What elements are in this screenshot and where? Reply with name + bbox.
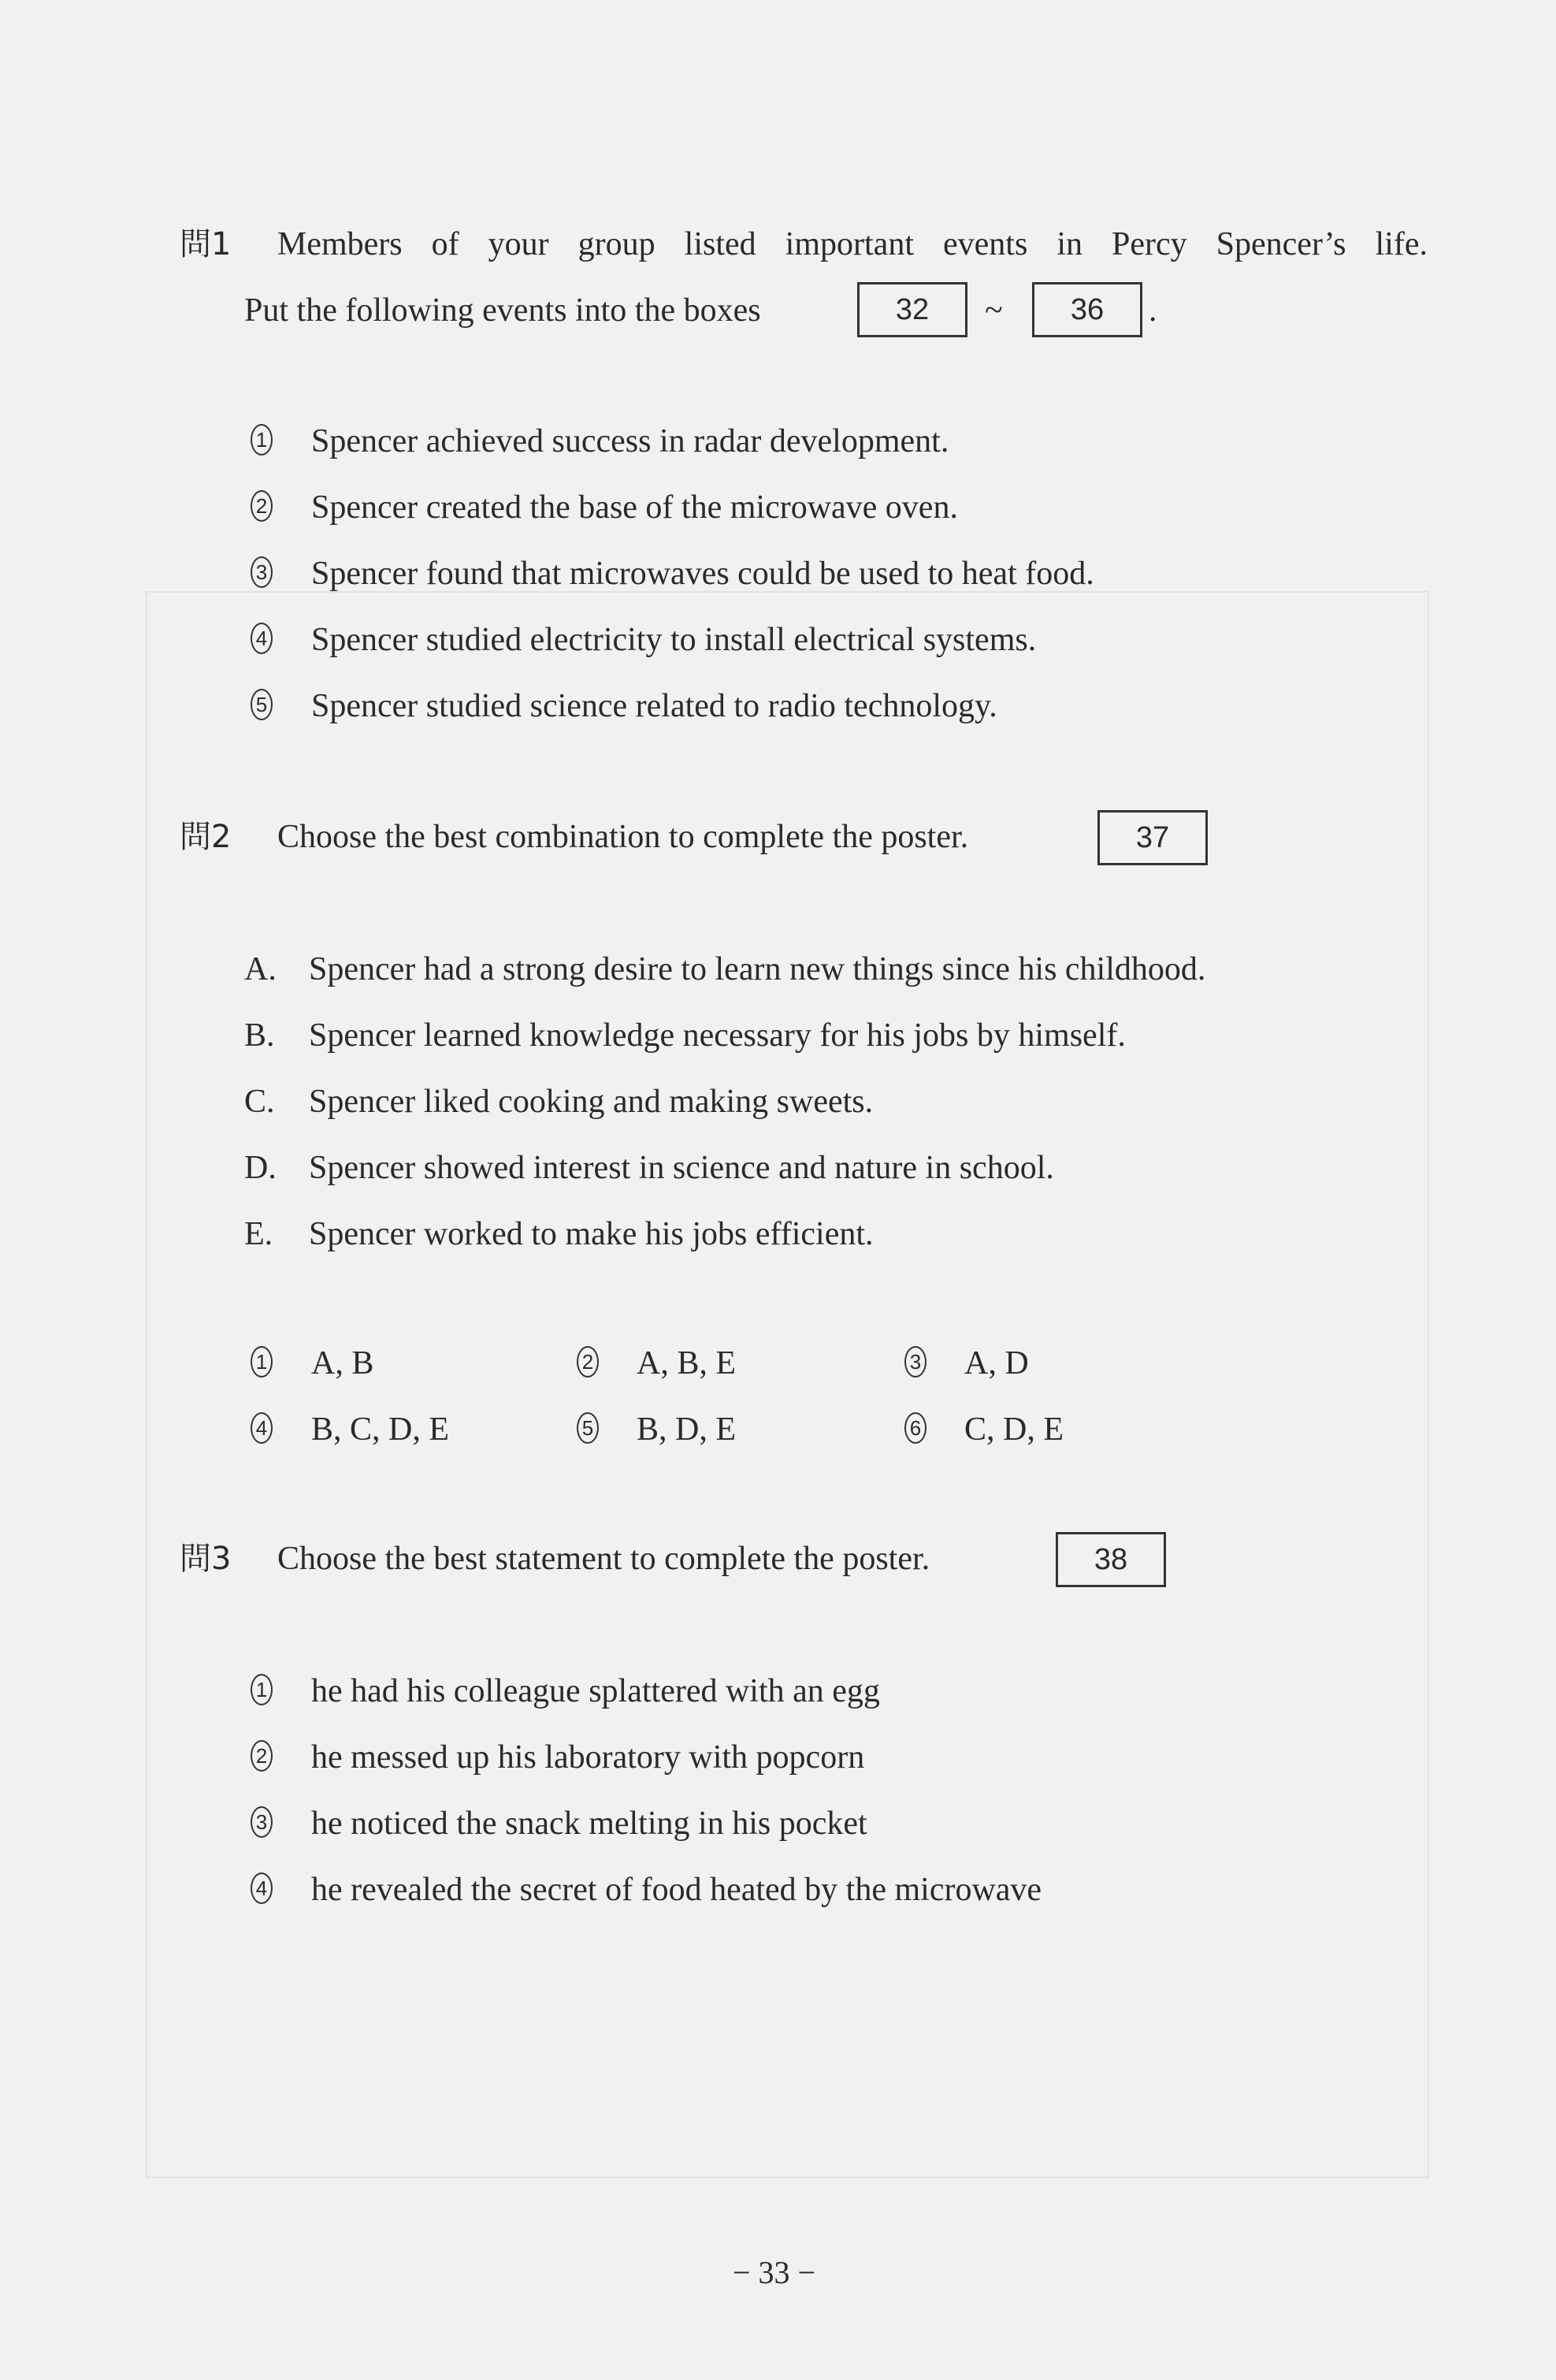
answer-box-32[interactable]: 32: [857, 282, 967, 337]
q2-choice-4-text[interactable]: B, C, D, E: [311, 1411, 450, 1448]
q2-choice-6-number: 6: [904, 1412, 927, 1444]
q1-period: .: [1149, 292, 1157, 329]
q1-option-1-number: 1: [251, 424, 273, 456]
q2-choice-3-text[interactable]: A, D: [964, 1345, 1029, 1382]
q2-statement-C-letter: C.: [244, 1084, 275, 1120]
answer-box-38[interactable]: 38: [1056, 1532, 1166, 1587]
q3-option-3-number: 3: [251, 1806, 273, 1838]
q1-option-3-number: 3: [251, 556, 273, 588]
q3-label: 問3: [180, 1541, 232, 1577]
q1-option-5-number: 5: [251, 689, 273, 720]
q1-instruction-line2: Put the following events into the boxes: [244, 292, 761, 329]
q3-option-1-text[interactable]: he had his colleague splattered with an egg: [311, 1673, 880, 1709]
q2-choice-4-number: 4: [251, 1412, 273, 1444]
q2-choice-6-text[interactable]: C, D, E: [964, 1411, 1064, 1448]
q1-option-4-number: 4: [251, 623, 273, 654]
range-separator: ~: [985, 292, 1003, 329]
q3-option-1-number: 1: [251, 1674, 273, 1705]
q3-option-4-text[interactable]: he revealed the secret of food heated by the microwave: [311, 1872, 1042, 1908]
q1-option-5-text[interactable]: Spencer studied science related to radio technology.: [311, 688, 997, 724]
page-number: − 33 −: [733, 2255, 816, 2290]
q1-option-2-text[interactable]: Spencer created the base of the microwave oven.: [311, 489, 958, 526]
q2-statement-C-text: Spencer liked cooking and making sweets.: [309, 1084, 874, 1120]
q2-statement-D-letter: D.: [244, 1150, 277, 1186]
q2-statement-A-letter: A.: [244, 951, 277, 987]
q3-option-2-number: 2: [251, 1740, 273, 1772]
q1-option-4-text[interactable]: Spencer studied electricity to install electrical systems.: [311, 622, 1037, 658]
q2-statement-B-letter: B.: [244, 1017, 275, 1054]
q2-statement-D-text: Spencer showed interest in science and nature in school.: [309, 1150, 1054, 1186]
q2-choice-1-number: 1: [251, 1346, 273, 1378]
q2-choice-5-text[interactable]: B, D, E: [637, 1411, 736, 1448]
q1-instruction-line1: Members of your group listed important events in Percy Spencer’s life.: [277, 226, 1428, 262]
q2-choice-2-text[interactable]: A, B, E: [637, 1345, 736, 1382]
q2-choice-2-number: 2: [577, 1346, 599, 1378]
q3-prompt: Choose the best statement to complete the poster.: [277, 1541, 930, 1577]
q2-statement-B-text: Spencer learned knowledge necessary for his jobs by himself.: [309, 1017, 1126, 1054]
q2-choice-3-number: 3: [904, 1346, 927, 1378]
answer-box-37[interactable]: 37: [1097, 810, 1208, 865]
q2-statement-E-letter: E.: [244, 1216, 273, 1252]
answer-box-36[interactable]: 36: [1032, 282, 1142, 337]
q3-option-3-text[interactable]: he noticed the snack melting in his pocket: [311, 1805, 867, 1842]
q2-statement-A-text: Spencer had a strong desire to learn new things since his childhood.: [309, 951, 1206, 987]
q1-option-3-text[interactable]: Spencer found that microwaves could be used to heat food.: [311, 556, 1094, 592]
q2-label: 問2: [180, 819, 232, 855]
q2-prompt: Choose the best combination to complete the poster.: [277, 819, 969, 855]
q3-option-2-text[interactable]: he messed up his laboratory with popcorn: [311, 1739, 865, 1776]
q2-statement-E-text: Spencer worked to make his jobs efficient.: [309, 1216, 874, 1252]
q2-choice-1-text[interactable]: A, B: [311, 1345, 374, 1382]
q2-choice-5-number: 5: [577, 1412, 599, 1444]
q1-option-1-text[interactable]: Spencer achieved success in radar development.: [311, 423, 949, 459]
q3-option-4-number: 4: [251, 1872, 273, 1904]
q1-option-2-number: 2: [251, 490, 273, 522]
q1-label: 問1: [180, 226, 232, 262]
